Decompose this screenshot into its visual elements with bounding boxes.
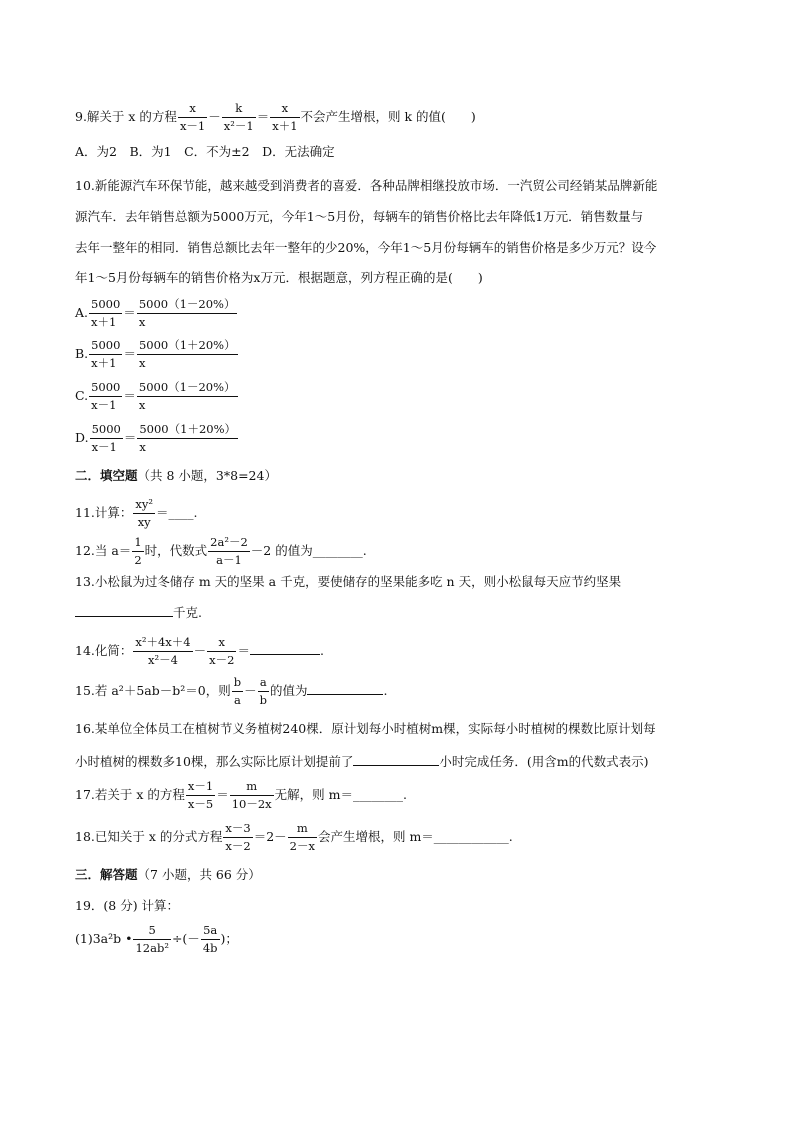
q15-f1-denominator: a [233, 693, 241, 707]
q19-mid: ÷(－ [171, 931, 200, 946]
q13-line-2 [75, 604, 202, 620]
option-equals: ＝ [123, 346, 136, 361]
option-right-numerator: 5000（1＋20%） [137, 337, 238, 355]
q17-suffix: 无解，则 m＝________. [274, 787, 407, 802]
question-11 [75, 496, 197, 531]
q18-suffix: 会产生增根，则 m＝____________. [317, 829, 513, 844]
q19-suffix: )； [220, 931, 238, 946]
q18-f2-denominator: 2－x [289, 839, 315, 853]
option-left-denominator: x＋1 [91, 315, 117, 329]
q12-numerator: 2a²－2 [208, 534, 250, 552]
q19-f2-numerator: 5a [201, 922, 220, 940]
option-label: C. [75, 388, 89, 403]
option-right-denominator: x [138, 398, 146, 412]
option-right-denominator: x [138, 315, 146, 329]
q15-prefix: 15.若 a²＋5ab－b²＝0，则 [75, 683, 231, 698]
q9-f1-denominator: x－1 [179, 119, 206, 133]
option-left-denominator: x－1 [91, 398, 117, 412]
q18-f1-denominator: x－2 [225, 839, 251, 853]
q13-suffix: 千克. [173, 605, 202, 620]
q10-line-1: 10.新能源汽车环保节能，越来越受到消费者的喜爱．各种品牌相继投放市场．一汽贸公司经销某品牌新能 [75, 178, 658, 193]
option-left-denominator: x－1 [91, 440, 117, 454]
q12-denominator: a－1 [216, 553, 242, 567]
q11-suffix: ＝____. [155, 505, 198, 520]
q14-f2-numerator: x [207, 634, 236, 652]
q19-part-1 [75, 922, 238, 957]
q9-f1-numerator: x [178, 100, 207, 118]
q12-mid: 时，代数式 [144, 543, 208, 558]
q14-minus: － [193, 643, 207, 658]
q11-prefix: 11.计算： [75, 505, 133, 520]
q15-f1-numerator: b [232, 674, 243, 692]
question-12 [75, 534, 367, 569]
option-left-denominator: x＋1 [91, 356, 117, 370]
q9-fraction-2 [222, 100, 256, 135]
option-right-denominator: x [139, 440, 146, 454]
option-left-numerator: 5000 [89, 379, 122, 397]
q9-f2-denominator: x²－1 [223, 119, 254, 133]
option-label: B. [75, 346, 89, 361]
q10-line-4: 年1～5月份每辆车的销售价格为x万元．根据题意，列方程正确的是( ) [75, 270, 483, 285]
q17-f1-denominator: x－5 [187, 797, 214, 811]
q19-title: 19．(8 分) 计算： [75, 898, 180, 913]
question-9 [75, 100, 476, 135]
question-15 [75, 674, 387, 709]
q15-f2-numerator: a [258, 674, 269, 692]
option-right-numerator: 5000（1－20%） [137, 296, 238, 314]
q13-line-1: 13.小松鼠为过冬储存 m 天的坚果 a 千克，要使储存的坚果能多吃 n 天，则小松鼠每天应节约坚果 [75, 574, 622, 589]
section-2-note: （共 8 小题，3*8=24） [137, 468, 277, 483]
section-2-title: 二．填空题 [75, 468, 138, 483]
q18-f2-numerator: m [288, 820, 317, 838]
option-equals: ＝ [123, 305, 136, 320]
q19-f1-denominator: 12ab² [135, 941, 169, 955]
section-3-title: 三．解答题 [75, 867, 138, 882]
q9-options: A．为2 B．为1 C．不为±2 D．无法确定 [75, 144, 335, 159]
q19-part1-prefix: (1)3a²b • [75, 931, 133, 946]
q14-answer-blank[interactable] [250, 642, 320, 655]
q9-f2-numerator: k [222, 100, 256, 118]
q12-a-denominator: 2 [134, 553, 142, 567]
q16-suffix: 小时完成任务．(用含m的代数式表示) [439, 754, 649, 769]
q16-line-2 [75, 753, 649, 769]
option-right-numerator: 5000（1－20%） [137, 379, 238, 397]
q16-line-1: 16.某单位全体员工在植树节义务植树240棵．原计划每小时植树m棵，实际每小时植树的棵数比原计划每 [75, 721, 656, 736]
q17-equals: ＝ [216, 787, 229, 802]
q19-f2-denominator: 4b [202, 941, 218, 955]
q17-f2-denominator: 10－2x [231, 797, 272, 811]
q17-f1-numerator: x－1 [186, 778, 215, 796]
q9-f3-denominator: x＋1 [272, 119, 298, 133]
section-3-heading [75, 869, 261, 882]
q15-minus: － [244, 683, 257, 698]
question-14 [75, 634, 324, 669]
q9-prefix: 9.解关于 x 的方程 [75, 109, 177, 124]
q11-numerator: xy² [133, 496, 155, 514]
q9-f3-numerator: x [270, 100, 299, 118]
q17-prefix: 17.若关于 x 的方程 [75, 787, 185, 802]
section-2-heading [75, 470, 277, 483]
option-label: A. [75, 305, 89, 320]
option-left-numerator: 5000 [90, 421, 123, 439]
q16-answer-blank[interactable] [353, 753, 439, 766]
q14-f1-numerator: x²＋4x＋4 [133, 634, 192, 652]
q9-fraction-1 [178, 100, 207, 135]
q12-prefix: 12.当 a＝ [75, 543, 132, 558]
q16-prefix: 小时植树的棵数多10棵，那么实际比原计划提前了 [75, 754, 354, 769]
option-label: D. [75, 430, 89, 445]
q11-denominator: xy [137, 515, 151, 529]
q19-f1-numerator: 5 [133, 922, 170, 940]
q9-fraction-3 [270, 100, 299, 135]
q14-suffix: ＝ [237, 643, 250, 658]
question-17 [75, 778, 407, 813]
option-equals: ＝ [123, 388, 136, 403]
q17-f2-numerator: m [230, 778, 274, 796]
q18-mid: ＝2－ [253, 829, 287, 844]
q12-a-numerator: 1 [132, 534, 143, 552]
q18-f1-numerator: x－3 [223, 820, 252, 838]
section-3-note: （7 小题，共 66 分） [137, 867, 261, 882]
q10-option-c [75, 379, 239, 414]
q10-option-b [75, 337, 239, 372]
q13-answer-blank[interactable] [75, 604, 173, 617]
q15-answer-blank[interactable] [307, 682, 383, 695]
q14-period: . [319, 643, 324, 658]
q10-option-a [75, 296, 238, 331]
option-left-numerator: 5000 [89, 337, 122, 355]
option-equals: ＝ [123, 430, 137, 445]
q15-f2-denominator: b [259, 693, 267, 707]
q10-option-d [75, 421, 239, 456]
q12-suffix: －2 的值为________. [250, 543, 367, 558]
q14-prefix: 14.化简： [75, 643, 133, 658]
question-18 [75, 820, 513, 855]
q18-prefix: 18.已知关于 x 的分式方程 [75, 829, 223, 844]
q9-minus: － [208, 109, 221, 124]
q9-equals: ＝ [256, 109, 270, 124]
q9-suffix: 不会产生增根，则 k 的值( ) [300, 109, 476, 124]
q15-suffix: 的值为 [269, 683, 308, 698]
q10-line-3: 去年一整年的相同．销售总额比去年一整年的少20%，今年1～5月份每辆车的销售价格是多少万元？设今 [75, 240, 657, 255]
q10-line-2: 源汽车．去年销售总额为5000万元，今年1～5月份，每辆车的销售价格比去年降低1万元．销售数量与 [75, 209, 644, 224]
q14-f2-denominator: x－2 [209, 653, 235, 667]
option-right-denominator: x [138, 356, 146, 370]
option-left-numerator: 5000 [89, 296, 122, 314]
option-right-numerator: 5000（1＋20%） [137, 421, 238, 439]
q14-f1-denominator: x²－4 [148, 653, 178, 667]
q15-period: . [383, 683, 388, 698]
